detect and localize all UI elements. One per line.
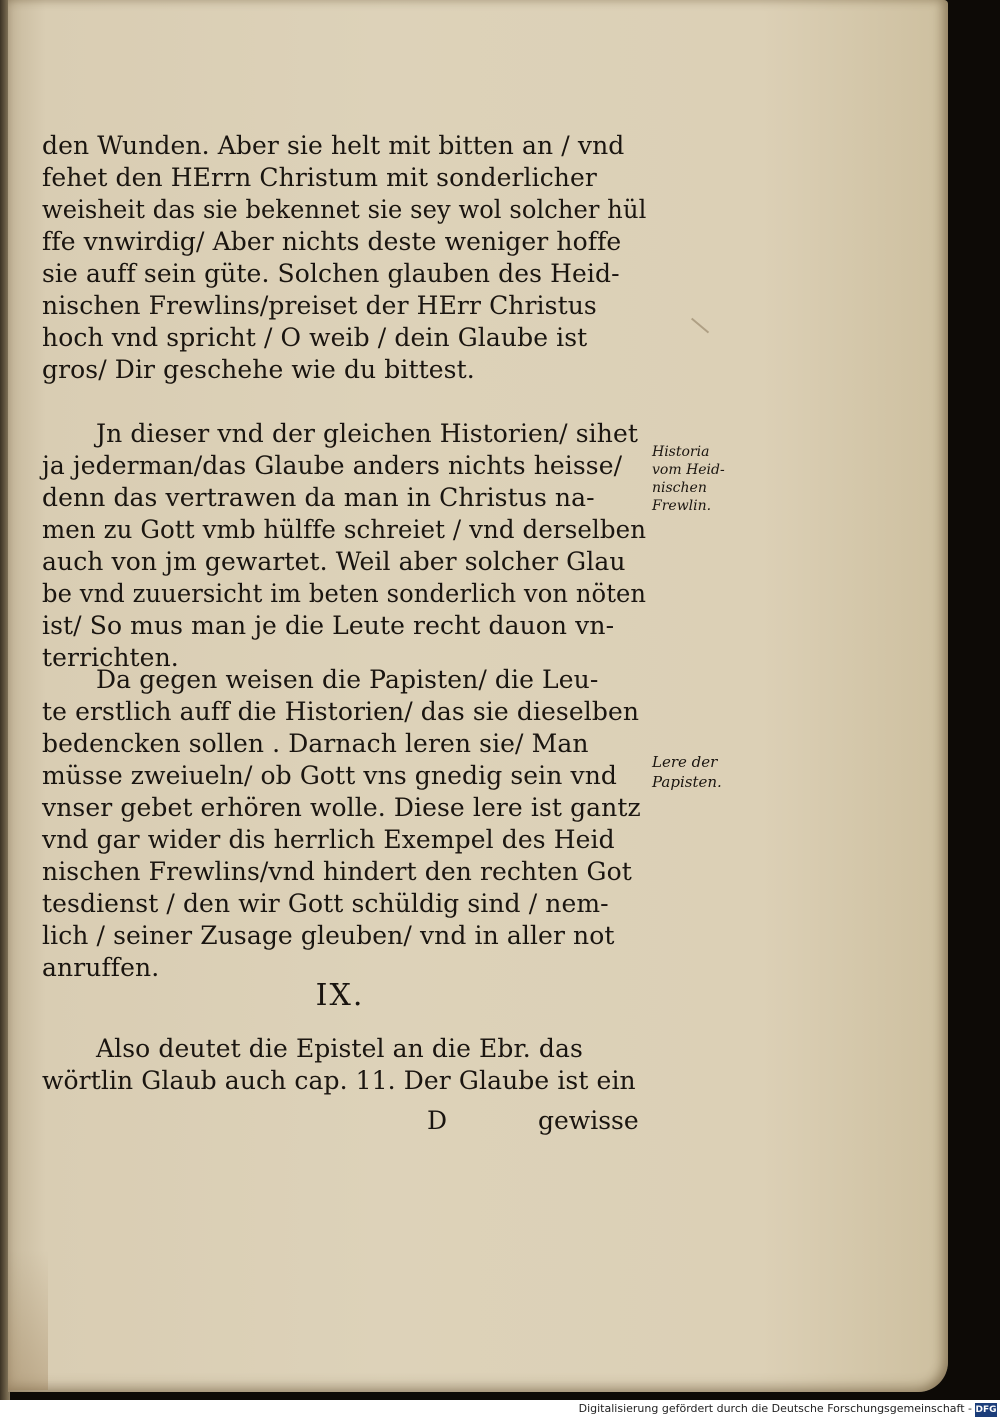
text-line: nischen Frewlins/vnd hindert den rechten Got: [42, 857, 632, 886]
paragraph-1: [42, 130, 647, 386]
marginal-line: Papisten.: [652, 773, 722, 791]
section-heading: IX.: [315, 978, 365, 1013]
dfg-logo: DFG: [975, 1405, 997, 1415]
text-line: Da gegen weisen die Papisten/ die Leu-: [96, 665, 599, 694]
text-line: auch von jm gewartet. Weil aber solcher Glau: [42, 547, 626, 576]
text-line: ja jederman/das Glaube anders nichts heisse/: [42, 451, 623, 480]
paragraph-3: [42, 664, 642, 984]
marginal-line: nischen: [652, 480, 707, 496]
text-line: Jn dieser vnd der gleichen Historien/ sihet: [96, 419, 638, 448]
text-line: terrichten.: [42, 643, 179, 672]
text-line: gros/ Dir geschehe wie du bittest.: [42, 355, 475, 384]
paper-crease-mark: [677, 318, 709, 351]
text-line: denn das vertrawen da man in Christus na-: [42, 483, 595, 512]
catchword: gewisse: [538, 1106, 639, 1135]
text-line: anruffen.: [42, 953, 160, 982]
text-line: sie auff sein güte. Solchen glauben des Heid-: [42, 259, 620, 288]
text-line: te erstlich auff die Historien/ das sie dieselben: [42, 697, 640, 726]
text-line: Also deutet die Epistel an die Ebr. das: [96, 1034, 583, 1063]
text-line: tesdienst / den wir Gott schüldig sind / nem-: [42, 889, 609, 918]
text-line: den Wunden. Aber sie helt mit bitten an / vnd: [42, 131, 625, 160]
marginal-line: Lere der: [652, 753, 718, 771]
marginal-line: Frewlin.: [652, 498, 712, 514]
text-line: ist/ So mus man je die Leute recht dauon vn-: [42, 611, 615, 640]
text-line: vnser gebet erhören wolle. Diese lere ist gantz: [42, 793, 641, 822]
paragraph-4: [42, 1033, 642, 1097]
text-line: fehet den HErrn Christum mit sonderlicher: [42, 163, 597, 192]
footer-credit: Digitalisierung gefördert durch die Deutsche Forschungsgemeinschaft -: [578, 1402, 972, 1415]
text-line: be vnd zuuersicht im beten sonderlich von nöten: [42, 579, 647, 608]
text-line: nischen Frewlins/preiset der HErr Christus: [42, 291, 597, 320]
marginal-note-lere: [652, 752, 772, 792]
signature-mark: D: [427, 1106, 448, 1135]
marginal-note-historia: [652, 443, 772, 515]
marginal-line: Historia: [652, 444, 710, 460]
text-line: ffe vnwirdig/ Aber nichts deste weniger hoffe: [42, 227, 622, 256]
text-line: vnd gar wider dis herrlich Exempel des Heid: [42, 825, 615, 854]
text-line: weisheit das sie bekennet sie sey wol solcher hül: [42, 195, 647, 224]
marginal-line: vom Heid-: [652, 462, 725, 478]
text-line: men zu Gott vmb hülffe schreiet / vnd derselben: [42, 515, 647, 544]
footer-bar: [0, 1400, 1000, 1421]
text-line: müsse zweiueln/ ob Gott vns gnedig sein vnd: [42, 761, 618, 790]
text-line: hoch vnd spricht / O weib / dein Glaube ist: [42, 323, 588, 352]
paragraph-2: [42, 418, 647, 674]
text-line: wörtlin Glaub auch cap. 11. Der Glaube ist ein: [42, 1066, 636, 1095]
text-line: lich / seiner Zusage gleuben/ vnd in aller not: [42, 921, 615, 950]
text-line: bedencken sollen . Darnach leren sie/ Man: [42, 729, 589, 758]
